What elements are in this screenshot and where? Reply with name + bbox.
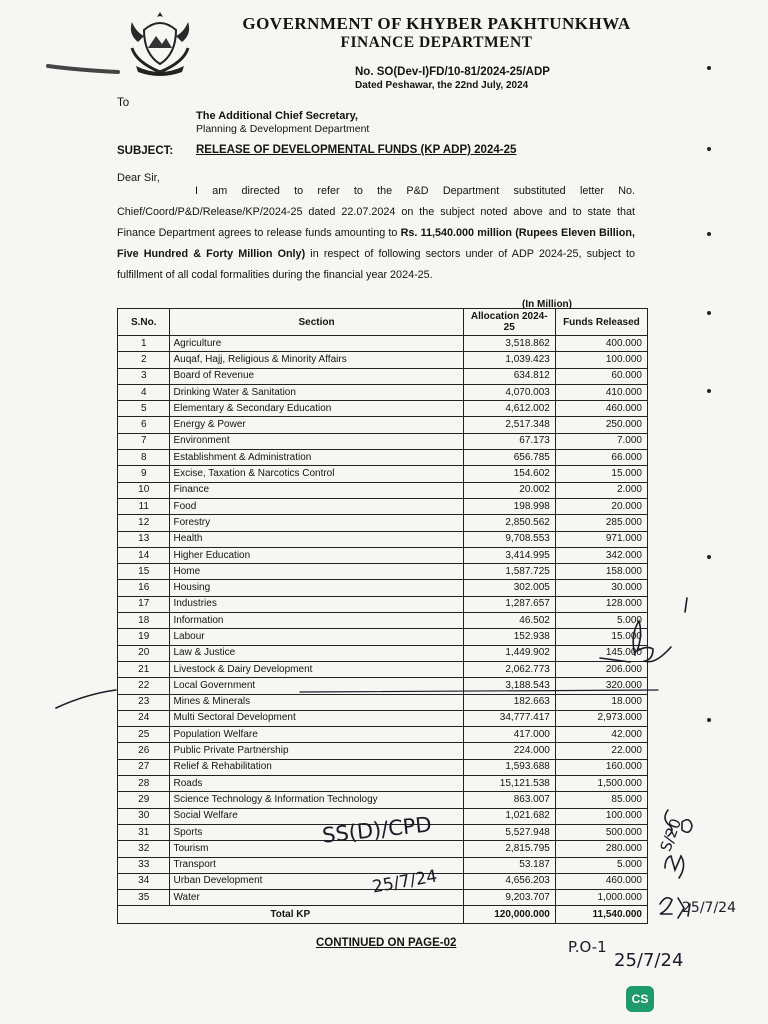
cell-sno: 14 [118, 547, 170, 563]
cell-sno: 32 [118, 841, 170, 857]
cell-sno: 12 [118, 515, 170, 531]
cell-sno: 27 [118, 759, 170, 775]
cell-section: Home [170, 564, 463, 580]
cell-released: 5.000 [555, 857, 647, 873]
body-text-amount: Rs. 11,540.000 million (Rupees Eleven Billion, Five Hundred & Forty Million Only) [117, 227, 635, 260]
cell-released: 22.000 [555, 743, 647, 759]
cell-released: 5.000 [555, 613, 647, 629]
cell-section: Food [170, 498, 463, 514]
cell-sno: 10 [118, 482, 170, 498]
cell-allocation: 224.000 [463, 743, 555, 759]
cell-section: Industries [170, 596, 463, 612]
cell-allocation: 4,656.203 [463, 873, 555, 889]
cell-allocation: 3,518.862 [463, 336, 555, 352]
cell-released: 250.000 [555, 417, 647, 433]
cell-section: Tourism [170, 841, 463, 857]
cell-section: Agriculture [170, 336, 463, 352]
cell-sno: 15 [118, 564, 170, 580]
government-title: GOVERNMENT OF KHYBER PAKHTUNKHWA [242, 14, 631, 33]
cell-section: Social Welfare [170, 808, 463, 824]
cell-released: 18.000 [555, 694, 647, 710]
cell-section: Higher Education [170, 547, 463, 563]
cell-sno: 5 [118, 401, 170, 417]
cell-released: 2,973.000 [555, 710, 647, 726]
cell-released: 100.000 [555, 352, 647, 368]
cell-sno: 28 [118, 776, 170, 792]
cell-allocation: 1,287.657 [463, 596, 555, 612]
cell-released: 158.000 [555, 564, 647, 580]
cell-sno: 11 [118, 498, 170, 514]
cell-section: Elementary & Secondary Education [170, 401, 463, 417]
total-released: 11,540.000 [555, 906, 647, 924]
handwritten-date-2: 25/7/24 [614, 950, 684, 971]
cell-released: 460.000 [555, 401, 647, 417]
cell-released: 60.000 [555, 368, 647, 384]
cell-released: 206.000 [555, 661, 647, 677]
cell-allocation: 302.005 [463, 580, 555, 596]
body-text-part1: I am directed to refer to the P&D Department substituted letter No. Chief/Coord/P&D/Release/KP/2024-25 dated 22.07.2024 on the subject noted above and to state that Finance Department agrees to release funds amounting to [117, 185, 635, 239]
cell-allocation: 863.007 [463, 792, 555, 808]
cell-section: Public Private Partnership [170, 743, 463, 759]
cell-released: 7.000 [555, 433, 647, 449]
cell-released: 342.000 [555, 547, 647, 563]
to-label: To [117, 97, 130, 109]
cell-section: Relief & Rehabilitation [170, 759, 463, 775]
cell-allocation: 154.602 [463, 466, 555, 482]
cell-sno: 7 [118, 433, 170, 449]
cell-sno: 22 [118, 678, 170, 694]
header-sno: S.No. [118, 309, 170, 336]
cell-sno: 26 [118, 743, 170, 759]
cell-sno: 18 [118, 613, 170, 629]
cell-allocation: 656.785 [463, 450, 555, 466]
salutation: Dear Sir, [117, 172, 160, 184]
cell-sno: 2 [118, 352, 170, 368]
cell-allocation: 1,039.423 [463, 352, 555, 368]
cell-allocation: 182.663 [463, 694, 555, 710]
cell-allocation: 2,850.562 [463, 515, 555, 531]
header-allocation: Allocation 2024-25 [463, 309, 555, 336]
cell-released: 20.000 [555, 498, 647, 514]
cell-released: 30.000 [555, 580, 647, 596]
cell-sno: 33 [118, 857, 170, 873]
body-text-part2: in respect of following sectors under of ADP 2024-25, subject to fulfillment of all codal formalities during the financial year 2024-25. [117, 248, 635, 281]
cell-released: 320.000 [555, 678, 647, 694]
handwritten-initials: S/20 [656, 816, 686, 854]
letter-date: Dated Peshawar, the 22nd July, 2024 [355, 80, 529, 91]
cell-released: 15.000 [555, 466, 647, 482]
cell-released: 285.000 [555, 515, 647, 531]
cell-section: Roads [170, 776, 463, 792]
cell-sno: 23 [118, 694, 170, 710]
cell-section: Science Technology & Information Technology [170, 792, 463, 808]
cell-released: 66.000 [555, 450, 647, 466]
department-title: FINANCE DEPARTMENT [340, 34, 533, 51]
cell-allocation: 67.173 [463, 433, 555, 449]
cell-section: Urban Development [170, 873, 463, 889]
cell-sno: 24 [118, 710, 170, 726]
cell-section: Forestry [170, 515, 463, 531]
cell-sno: 17 [118, 596, 170, 612]
cell-sno: 31 [118, 824, 170, 840]
cell-sno: 4 [118, 384, 170, 400]
cell-section: Information [170, 613, 463, 629]
cell-sno: 34 [118, 873, 170, 889]
cell-allocation: 4,612.002 [463, 401, 555, 417]
cell-section: Local Government [170, 678, 463, 694]
cell-released: 1,000.000 [555, 890, 647, 906]
cell-released: 160.000 [555, 759, 647, 775]
cell-released: 971.000 [555, 531, 647, 547]
cell-section: Finance [170, 482, 463, 498]
cell-released: 100.000 [555, 808, 647, 824]
cell-allocation: 198.998 [463, 498, 555, 514]
cell-released: 42.000 [555, 727, 647, 743]
subject-text: RELEASE OF DEVELOPMENTAL FUNDS (KP ADP) 2024-25 [196, 144, 517, 156]
cell-section: Auqaf, Hajj, Religious & Minority Affairs [170, 352, 463, 368]
subject-label: SUBJECT: [117, 145, 174, 157]
cell-allocation: 15,121.538 [463, 776, 555, 792]
cell-allocation: 3,414.995 [463, 547, 555, 563]
cell-sno: 1 [118, 336, 170, 352]
cell-allocation: 9,203.707 [463, 890, 555, 906]
cell-released: 128.000 [555, 596, 647, 612]
cell-section: Sports [170, 824, 463, 840]
cell-sno: 19 [118, 629, 170, 645]
cell-section: Transport [170, 857, 463, 873]
camscanner-logo-icon: CS [626, 986, 654, 1012]
cell-allocation: 9,708.553 [463, 531, 555, 547]
cell-released: 400.000 [555, 336, 647, 352]
cell-sno: 13 [118, 531, 170, 547]
cell-sno: 9 [118, 466, 170, 482]
cell-allocation: 34,777.417 [463, 710, 555, 726]
cell-allocation: 1,449.902 [463, 645, 555, 661]
cell-allocation: 53.187 [463, 857, 555, 873]
continued-note: CONTINUED ON PAGE-02 [316, 937, 457, 949]
cell-section: Water [170, 890, 463, 906]
cell-released: 460.000 [555, 873, 647, 889]
handwritten-date-3: 25/7/24 [682, 900, 736, 916]
cell-section: Health [170, 531, 463, 547]
cell-released: 500.000 [555, 824, 647, 840]
cell-sno: 21 [118, 661, 170, 677]
addressee: The Additional Chief Secretary, [196, 110, 358, 122]
cell-allocation: 46.502 [463, 613, 555, 629]
cell-section: Mines & Minerals [170, 694, 463, 710]
cell-sno: 30 [118, 808, 170, 824]
cell-section: Law & Justice [170, 645, 463, 661]
addressee-department: Planning & Development Department [196, 123, 370, 135]
cell-allocation: 417.000 [463, 727, 555, 743]
cell-released: 410.000 [555, 384, 647, 400]
cell-sno: 3 [118, 368, 170, 384]
cell-section: Energy & Power [170, 417, 463, 433]
cell-released: 145.000 [555, 645, 647, 661]
cell-sno: 16 [118, 580, 170, 596]
cell-allocation: 2,517.348 [463, 417, 555, 433]
header-section: Section [170, 309, 463, 336]
cell-sno: 6 [118, 417, 170, 433]
cell-section: Establishment & Administration [170, 450, 463, 466]
cell-sno: 8 [118, 450, 170, 466]
handwritten-note-ssd: SS(D)/CPD [321, 812, 433, 848]
cell-released: 15.000 [555, 629, 647, 645]
cell-sno: 25 [118, 727, 170, 743]
reference-number: No. SO(Dev-I)FD/10-81/2024-25/ADP [355, 66, 550, 78]
cell-allocation: 152.938 [463, 629, 555, 645]
cell-section: Board of Revenue [170, 368, 463, 384]
cell-allocation: 1,021.682 [463, 808, 555, 824]
cell-allocation: 4,070.003 [463, 384, 555, 400]
cell-section: Multi Sectoral Development [170, 710, 463, 726]
cell-allocation: 5,527.948 [463, 824, 555, 840]
cell-section: Livestock & Dairy Development [170, 661, 463, 677]
handwritten-date-1: 25/7/24 [370, 866, 439, 898]
cell-released: 85.000 [555, 792, 647, 808]
cell-released: 1,500.000 [555, 776, 647, 792]
total-allocation: 120,000.000 [463, 906, 555, 924]
cell-allocation: 1,593.688 [463, 759, 555, 775]
cell-sno: 20 [118, 645, 170, 661]
cell-released: 2.000 [555, 482, 647, 498]
handwritten-po: P.O-1 [568, 938, 607, 956]
cell-section: Excise, Taxation & Narcotics Control [170, 466, 463, 482]
cell-allocation: 1,587.725 [463, 564, 555, 580]
cell-sno: 35 [118, 890, 170, 906]
cell-allocation: 2,062.773 [463, 661, 555, 677]
cell-allocation: 2,815.795 [463, 841, 555, 857]
header-released: Funds Released [555, 309, 647, 336]
cell-allocation: 3,188.543 [463, 678, 555, 694]
cell-allocation: 20.002 [463, 482, 555, 498]
cell-allocation: 634.812 [463, 368, 555, 384]
cell-section: Housing [170, 580, 463, 596]
unit-note: (In Million) [522, 299, 572, 310]
cell-section: Labour [170, 629, 463, 645]
total-label: Total KP [118, 906, 464, 924]
cell-section: Drinking Water & Sanitation [170, 384, 463, 400]
cell-section: Environment [170, 433, 463, 449]
cell-section: Population Welfare [170, 727, 463, 743]
cell-released: 280.000 [555, 841, 647, 857]
cell-sno: 29 [118, 792, 170, 808]
